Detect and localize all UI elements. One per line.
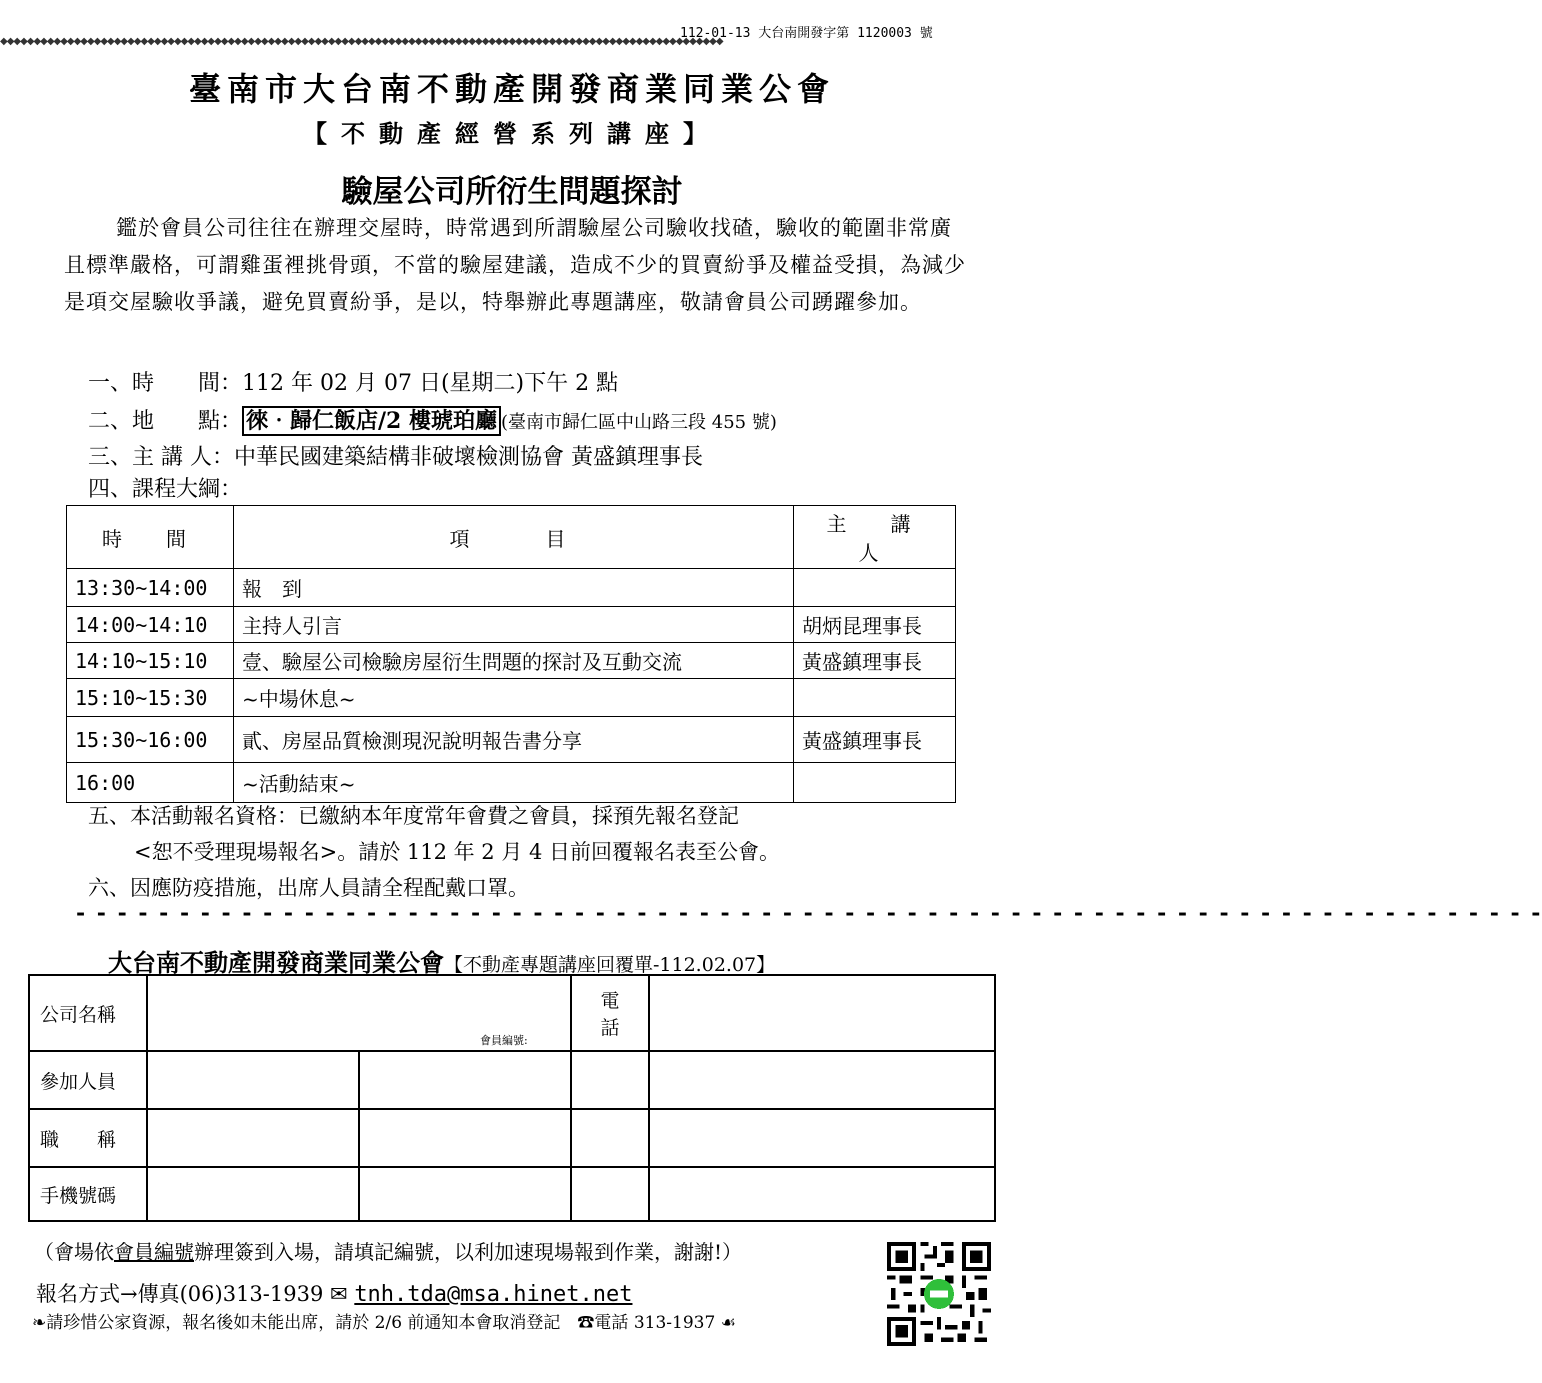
row-item: 報 到 <box>234 569 794 607</box>
row-speaker <box>794 679 956 717</box>
company-label: 公司名稱 <box>29 975 147 1051</box>
diamond-divider: ◆◆◆◆◆◆◆◆◆◆◆◆◆◆◆◆◆◆◆◆◆◆◆◆◆◆◆◆◆◆◆◆◆◆◆◆◆◆◆◆◆◆◆◆◆◆◆◆◆◆◆◆◆◆◆◆◆◆◆◆◆◆◆◆◆◆◆◆◆◆◆◆◆◆◆◆◆◆◆◆◆◆◆◆◆◆◆◆◆◆◆◆◆◆◆◆◆◆◆◆◆◆◆◆◆◆◆◆ <box>0 36 723 47</box>
reply-form-title <box>108 943 775 978</box>
table-row <box>67 763 956 803</box>
row-speaker <box>794 569 956 607</box>
schedule-header-row <box>67 506 956 569</box>
time-label: 一、時 間： <box>88 371 243 396</box>
epidemic-notice: 六、因應防疫措施，出席人員請全程配戴口罩。 <box>88 876 529 900</box>
ornament-right-icon: ☙ <box>720 1313 736 1333</box>
telephone-icon: ☎ <box>577 1313 595 1333</box>
qualification-line-1: 五、本活動報名資格：已繳納本年度常年會費之會員，採預先報名登記 <box>88 804 739 828</box>
venue-address: (臺南市歸仁區中山路三段 455 號) <box>501 412 777 433</box>
row-time: 16:00 <box>67 763 234 803</box>
table-row <box>67 643 956 679</box>
intro-text: 鑑於會員公司往往在辦理交屋時，時常遇到所謂驗屋公司驗收找碴，驗收的範圍非常廣且標準嚴格，可謂雞蛋裡挑骨頭，不當的驗屋建議，造成不少的買賣紛爭及權益受損，為減少是項交屋驗收爭議，避免買賣紛爭，是以，特舉辦此專題講座，敬請會員公司踴躍參加。 <box>64 216 966 314</box>
note-member-number: 會員編號 <box>114 1240 194 1264</box>
qualification-line-2: <恕不受理現場報名>。請於 112 年 2 月 4 日前回覆報名表至公會。 <box>134 840 781 864</box>
row-speaker: 黃盛鎮理事長 <box>794 643 956 679</box>
cancellation-text: 請珍惜公家資源，報名後如未能出席，請於 2/6 前通知本會取消登記 <box>46 1313 561 1333</box>
note-start: （會場依 <box>34 1240 114 1264</box>
table-row <box>67 569 956 607</box>
row-item: 主持人引言 <box>234 607 794 643</box>
attendee-field-4[interactable] <box>649 1051 995 1109</box>
row-time: 15:10~15:30 <box>67 679 234 717</box>
time-line <box>88 366 618 397</box>
member-number-label: 會員編號: <box>480 1034 528 1047</box>
row-speaker: 黃盛鎮理事長 <box>794 717 956 763</box>
row-speaker: 胡炳昆理事長 <box>794 607 956 643</box>
table-row <box>67 679 956 717</box>
organization-title: 臺南市大台南不動產開發商業同業公會 <box>188 70 835 108</box>
speaker-value: 中華民國建築結構非破壞檢測協會 黃盛鎮理事長 <box>234 445 703 470</box>
row-item: 壹、驗屋公司檢驗房屋衍生問題的探討及互動交流 <box>234 643 794 679</box>
attendee-field-1[interactable] <box>147 1051 359 1109</box>
position-field-3[interactable] <box>571 1109 649 1167</box>
speaker-label: 三、主 講 人： <box>88 445 234 470</box>
position-field-1[interactable] <box>147 1109 359 1167</box>
mobile-field-2[interactable] <box>359 1167 571 1221</box>
cut-line: - - - - - - - - - - - - - - - - - - - - - - - - - - - - - - - - - - - - - - - - - - - - - - - - - - - - - - - - - - - - - - - - - - - - - - - <box>76 900 1542 926</box>
row-time: 14:10~15:10 <box>67 643 234 679</box>
header-speaker: 主 講 人 <box>794 506 956 569</box>
row-time: 14:00~14:10 <box>67 607 234 643</box>
position-field-4[interactable] <box>649 1109 995 1167</box>
form-subtitle: 【不動產專題講座回覆單-112.02.07】 <box>444 954 776 976</box>
form-org-name: 大台南不動產開發商業同業公會 <box>108 948 444 977</box>
row-speaker <box>794 763 956 803</box>
header-time: 時 間 <box>67 506 234 569</box>
schedule-table <box>66 505 956 803</box>
phone-field[interactable] <box>649 975 995 1051</box>
row-item: ~中場休息~ <box>234 679 794 717</box>
mobile-row <box>29 1167 995 1221</box>
lecture-topic: 驗屋公司所衍生問題探討 <box>341 174 683 210</box>
row-item: ~活動結束~ <box>234 763 794 803</box>
lecture-series: 【不動產經營系列講座】 <box>303 119 721 148</box>
attendee-field-2[interactable] <box>359 1051 571 1109</box>
table-row <box>67 607 956 643</box>
time-value: 112 年 02 月 07 日(星期二)下午 2 點 <box>242 371 619 396</box>
phone-label: 電 話 <box>571 975 649 1051</box>
venue-name: 徠‧歸仁飯店/2 樓琥珀廳 <box>242 406 501 436</box>
cancellation-note <box>32 1308 736 1333</box>
attendee-field-3[interactable] <box>571 1051 649 1109</box>
table-row <box>67 717 956 763</box>
fax-contact: 報名方式→傳真(06)313-1939 <box>36 1282 324 1306</box>
row-time: 15:30~16:00 <box>67 717 234 763</box>
mobile-field-1[interactable] <box>147 1167 359 1221</box>
checkin-note <box>34 1236 742 1265</box>
attendee-row <box>29 1051 995 1109</box>
registration-table <box>28 974 996 1222</box>
note-end: 辦理簽到入場，請填記編號，以利加速現場報到作業，謝謝!） <box>194 1240 743 1264</box>
row-time: 13:30~14:00 <box>67 569 234 607</box>
qr-code-icon[interactable] <box>887 1242 991 1346</box>
document-reference: 112-01-13 大台南開發字第 1120003 號 <box>680 26 933 41</box>
header-item: 項 目 <box>234 506 794 569</box>
speaker-line <box>88 440 703 471</box>
mobile-field-3[interactable] <box>571 1167 649 1221</box>
phone-number: 電話 313-1937 <box>594 1313 716 1333</box>
outline-label: 四、課程大綱： <box>88 477 243 502</box>
row-item: 貳、房屋品質檢測現況說明報告書分享 <box>234 717 794 763</box>
contact-line <box>36 1278 632 1308</box>
position-field-2[interactable] <box>359 1109 571 1167</box>
attendee-label: 參加人員 <box>29 1051 147 1109</box>
position-label: 職 稱 <box>29 1109 147 1167</box>
mobile-field-4[interactable] <box>649 1167 995 1221</box>
position-row <box>29 1109 995 1167</box>
place-line <box>88 404 777 435</box>
place-label: 二、地 點： <box>88 409 243 434</box>
mobile-label: 手機號碼 <box>29 1167 147 1221</box>
email-link[interactable]: tnh.tda@msa.hinet.net <box>354 1282 633 1307</box>
ornament-left-icon: ❧ <box>32 1313 47 1333</box>
intro-paragraph <box>64 210 969 321</box>
mail-icon: ✉ <box>330 1282 348 1306</box>
